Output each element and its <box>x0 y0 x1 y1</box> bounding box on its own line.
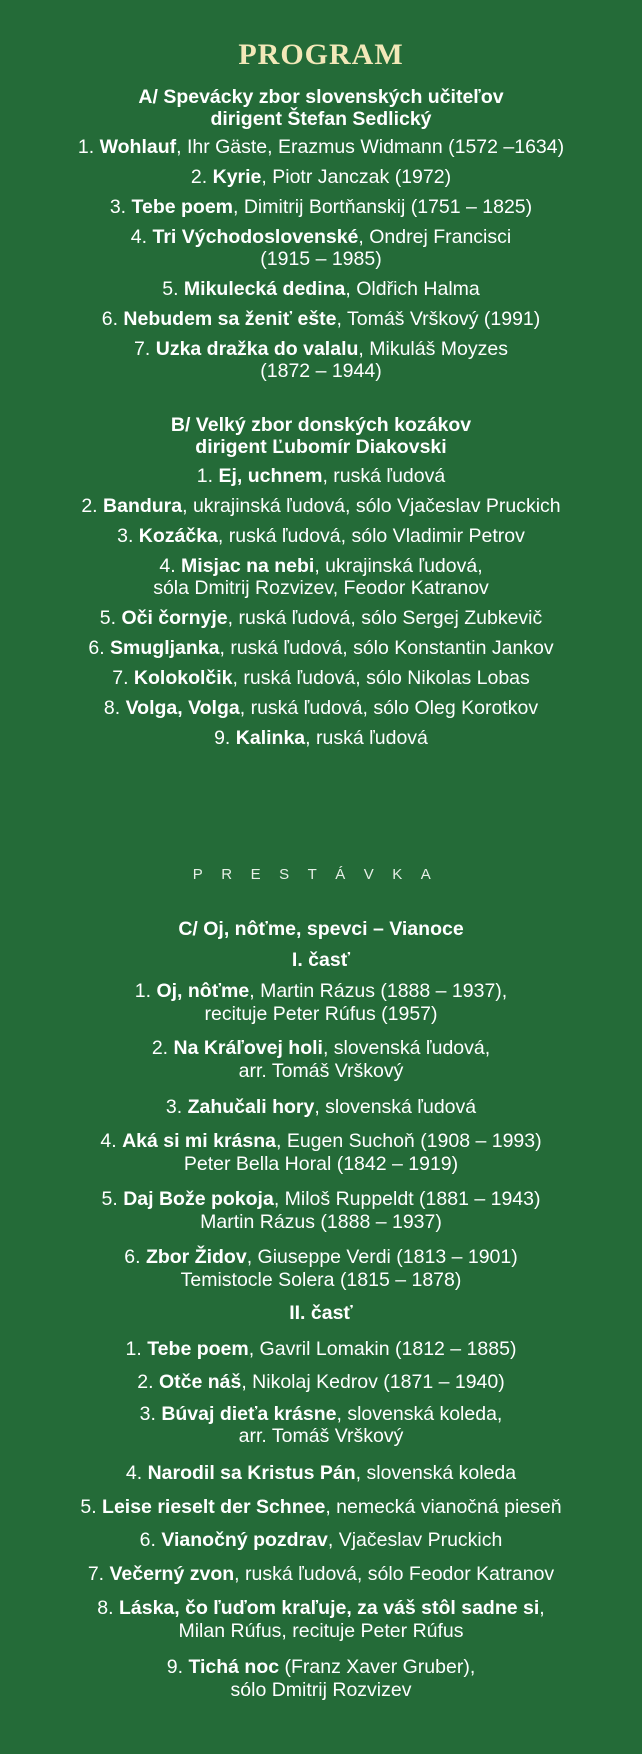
item-details: , ruská ľudová, sólo Nikolas Lobas <box>232 667 530 689</box>
program-item-c2-5 <box>0 1496 642 1519</box>
item-details: , nemecká vianočná pieseň <box>325 1496 562 1518</box>
item-details: , slovenská ľudová <box>314 1096 477 1118</box>
section-c-heading: C/ Oj, nôťme, spevci – Vianoce <box>178 918 464 940</box>
program-item-b6 <box>0 637 642 660</box>
item-number: 5. <box>162 278 179 300</box>
item-details: (Franz Xaver Gruber), <box>279 1656 476 1678</box>
program-item-a3 <box>0 196 642 219</box>
section-a-heading: A/ Spevácky zbor slovenských učiteľov <box>138 86 504 108</box>
item-number: 8. <box>103 697 121 719</box>
program-item-a5 <box>0 278 642 301</box>
program-item-b4-line2: sóla Dmitrij Rozvizev, Feodor Katranov <box>153 577 489 599</box>
page-title: PROGRAM <box>238 38 404 71</box>
program-item-c1-1 <box>0 980 642 1003</box>
item-details: , Oldřich Halma <box>345 278 480 300</box>
item-title: Kozáčka <box>138 525 218 547</box>
item-number: 9. <box>214 727 231 749</box>
item-details: , Giuseppe Verdi (1813 – 1901) <box>246 1246 518 1268</box>
program-item-b3 <box>0 525 642 548</box>
item-title: Uzka dražka do valalu <box>155 338 359 360</box>
item-details: , Piotr Janczak (1972) <box>261 166 452 188</box>
item-number: 3. <box>165 1096 183 1118</box>
item-number: 3. <box>139 1403 156 1425</box>
item-details: , Vjačeslav Pruckich <box>327 1529 503 1551</box>
program-item-c2-7 <box>0 1563 642 1586</box>
item-number: 5. <box>99 607 117 629</box>
program-item-c1-3 <box>0 1096 642 1119</box>
item-title: Nebudem sa ženiť ešte <box>123 308 337 330</box>
program-item-c1-1-line2: recituje Peter Rúfus (1957) <box>204 1003 438 1025</box>
item-title: Tebe poem <box>147 1338 249 1360</box>
program-item-c1-6-line2: Temistocle Solera (1815 – 1878) <box>180 1269 462 1291</box>
program-item-c1-4 <box>0 1130 642 1153</box>
item-title: Narodil sa Kristus Pán <box>147 1462 356 1484</box>
item-details: , Nikolaj Kedrov (1871 – 1940) <box>241 1371 505 1393</box>
item-title: Mikulecká dedina <box>183 278 346 300</box>
item-title: Oj, nôťme <box>156 980 250 1002</box>
item-details: , Ihr Gäste, Erazmus Widmann (1572 –1634) <box>176 136 565 158</box>
item-details: , Ondrej Francisci <box>358 226 512 248</box>
item-number: 4. <box>125 1462 143 1484</box>
item-number: 1. <box>77 136 95 158</box>
program-item-c2-9-line2: sólo Dmitrij Rozvizev <box>230 1679 412 1701</box>
program-item-b4 <box>0 555 642 578</box>
item-title: Aká si mi krásna <box>122 1130 276 1152</box>
item-details: , Eugen Suchoň (1908 – 1993) <box>276 1130 542 1152</box>
item-title: Smugljanka <box>110 637 220 659</box>
item-number: 4. <box>159 555 176 577</box>
item-number: 8. <box>97 1597 114 1619</box>
program-item-a4-line2: (1915 – 1985) <box>260 248 382 270</box>
item-number: 1. <box>134 980 152 1002</box>
part-1-label: I. časť <box>291 949 351 971</box>
program-item-c2-8 <box>0 1597 642 1620</box>
item-title: Kolokolčik <box>133 667 233 689</box>
item-title: Volga, Volga <box>125 697 240 719</box>
item-details: , ukrajinská ľudová, sólo Vjačeslav Pruckich <box>182 495 561 517</box>
item-title: Večerný zvon <box>109 1563 235 1585</box>
program-item-b9 <box>0 727 642 750</box>
item-details: , <box>539 1597 545 1619</box>
item-title: Kalinka <box>235 727 306 749</box>
item-details: , Dimitrij Bortňanskij (1751 – 1825) <box>233 196 533 218</box>
section-a-conductor: dirigent Štefan Sedlický <box>210 108 432 130</box>
item-details: , slovenská koleda, <box>336 1403 503 1425</box>
item-title: Vianočný pozdrav <box>161 1529 328 1551</box>
program-item-a7 <box>0 338 642 361</box>
item-number: 6. <box>101 308 118 330</box>
item-title: Tri Východoslovenské <box>152 226 359 248</box>
program-item-b8 <box>0 697 642 720</box>
program-item-c1-2 <box>0 1037 642 1060</box>
item-details: , ruská ľudová, sólo Oleg Korotkov <box>239 697 539 719</box>
item-number: 7. <box>112 667 129 689</box>
item-details: , Miloš Ruppeldt (1881 – 1943) <box>273 1188 541 1210</box>
item-number: 2. <box>190 166 208 188</box>
item-title: Tebe poem <box>131 196 234 218</box>
item-title: Wohlauf <box>99 136 177 158</box>
program-item-c2-3-line2: arr. Tomáš Vrškový <box>238 1425 404 1447</box>
item-title: Láska, čo ľuďom kraľuje, za váš stôl sadne si <box>118 1597 540 1619</box>
program-item-a2 <box>0 166 642 189</box>
item-details: , slovenská ľudová, <box>322 1037 491 1059</box>
item-details: , ruská ľudová, sólo Konstantin Jankov <box>219 637 554 659</box>
item-number: 3. <box>109 196 127 218</box>
program-item-b2 <box>0 495 642 518</box>
item-number: 4. <box>130 226 148 248</box>
program-item-c2-4 <box>0 1462 642 1485</box>
item-details: , ruská ľudová, sólo Feodor Katranov <box>234 1563 555 1585</box>
program-item-c2-2 <box>0 1371 642 1394</box>
intermission-label: PRESTÁVKA <box>192 866 450 883</box>
program-item-b1 <box>0 465 642 488</box>
item-title: Leise rieselt der Schnee <box>102 1496 326 1518</box>
program-item-c1-5 <box>0 1188 642 1211</box>
item-title: Zahučali hory <box>187 1096 315 1118</box>
item-title: Zbor Židov <box>145 1246 247 1268</box>
item-number: 7. <box>87 1563 105 1585</box>
item-title: Ej, uchnem <box>218 465 323 487</box>
program-item-a6 <box>0 308 642 331</box>
item-number: 5. <box>101 1188 118 1210</box>
item-details: , slovenská koleda <box>355 1462 517 1484</box>
item-title: Oči čornyje <box>121 607 228 629</box>
program-item-c2-6 <box>0 1529 642 1552</box>
program-item-a7-line2: (1872 – 1944) <box>260 360 382 382</box>
item-number: 3. <box>117 525 134 547</box>
item-details: , Mikuláš Moyzes <box>358 338 508 360</box>
item-title: Misjac na nebi <box>181 555 315 577</box>
item-details: , ruská ľudová <box>322 465 446 487</box>
section-b-heading: B/ Velký zbor donských kozákov <box>170 414 472 436</box>
item-title: Búvaj dieťa krásne <box>161 1403 337 1425</box>
item-number: 6. <box>88 637 105 659</box>
program-item-c1-6 <box>0 1246 642 1269</box>
item-number: 6. <box>124 1246 141 1268</box>
item-number: 1. <box>125 1338 142 1360</box>
item-number: 9. <box>166 1656 184 1678</box>
part-2-label: II. časť <box>289 1302 353 1324</box>
program-item-c2-8-line2: Milan Rúfus, recituje Peter Rúfus <box>178 1620 464 1642</box>
item-number: 6. <box>139 1529 156 1551</box>
program-item-c2-1 <box>0 1338 642 1361</box>
item-details: , ruská ľudová, sólo Sergej Zubkevič <box>227 607 543 629</box>
item-number: 1. <box>196 465 214 487</box>
program-item-a1 <box>0 136 642 159</box>
program-item-a4 <box>0 226 642 249</box>
item-title: Na Kráľovej holi <box>173 1037 323 1059</box>
item-number: 2. <box>137 1371 154 1393</box>
item-number: 2. <box>81 495 98 517</box>
program-item-b5 <box>0 607 642 630</box>
item-title: Bandura <box>103 495 183 517</box>
item-number: 7. <box>134 338 151 360</box>
program-item-b7 <box>0 667 642 690</box>
item-title: Daj Bože pokoja <box>123 1188 274 1210</box>
item-title: Otče náš <box>158 1371 242 1393</box>
item-details: , ukrajinská ľudová, <box>314 555 483 577</box>
item-number: 2. <box>151 1037 169 1059</box>
program-item-c2-3 <box>0 1403 642 1426</box>
section-b-conductor: dirigent Ľubomír Diakovski <box>195 436 447 458</box>
item-details: , Martin Rázus (1888 – 1937), <box>249 980 508 1002</box>
item-title: Tichá noc <box>188 1656 280 1678</box>
program-item-c1-5-line2: Martin Rázus (1888 – 1937) <box>200 1211 442 1233</box>
item-details: , Gavril Lomakin (1812 – 1885) <box>248 1338 517 1360</box>
item-title: Kyrie <box>212 166 262 188</box>
item-details: , ruská ľudová, sólo Vladimir Petrov <box>217 525 525 547</box>
program-item-c1-4-line2: Peter Bella Horal (1842 – 1919) <box>183 1153 459 1175</box>
item-details: , ruská ľudová <box>305 727 428 749</box>
item-number: 4. <box>100 1130 117 1152</box>
program-item-c1-2-line2: arr. Tomáš Vrškový <box>238 1060 404 1082</box>
item-details: , Tomáš Vrškový (1991) <box>336 308 541 330</box>
program-item-c2-9 <box>0 1656 642 1679</box>
item-number: 5. <box>80 1496 97 1518</box>
